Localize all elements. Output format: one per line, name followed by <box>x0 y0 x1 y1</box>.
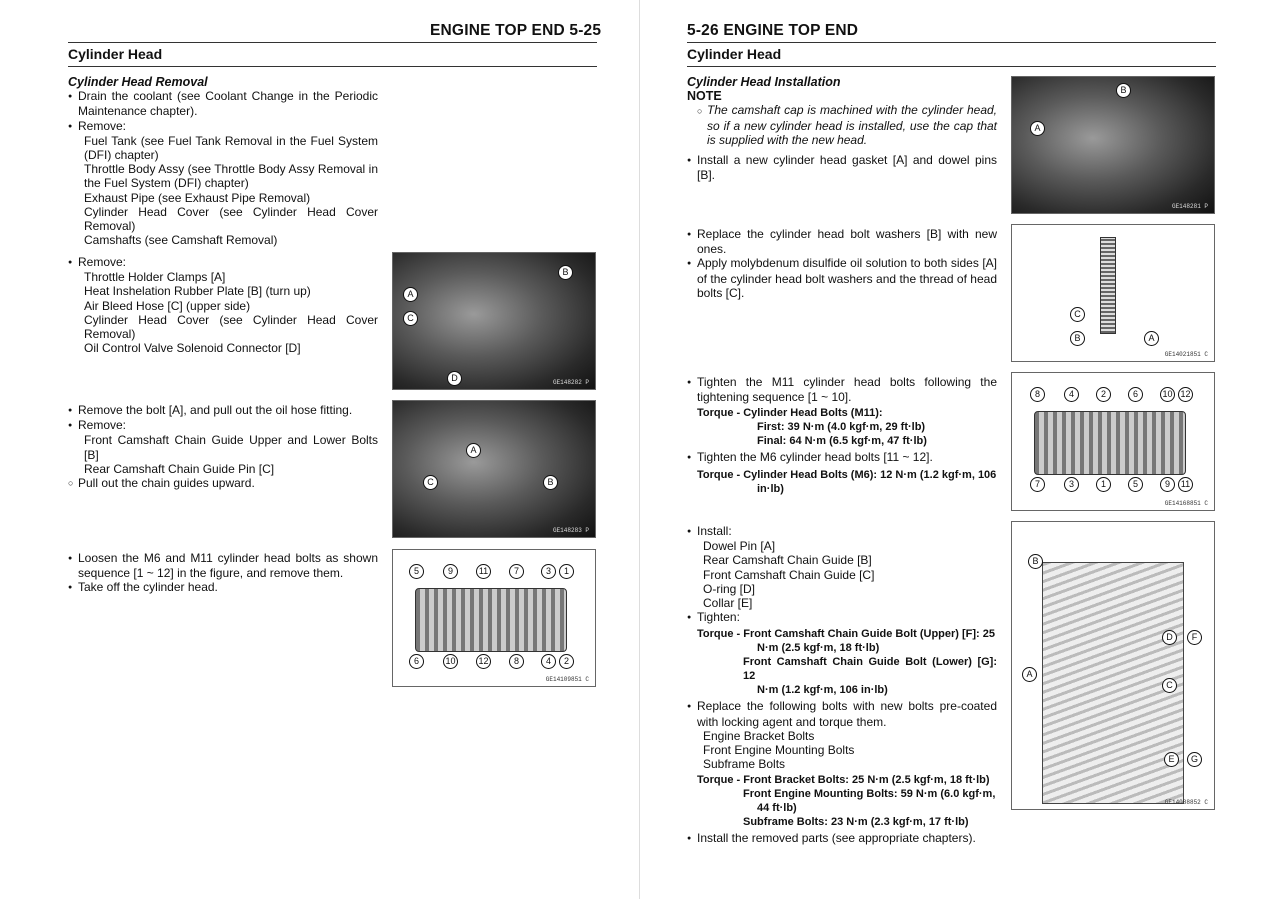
step: ● Install: <box>687 524 997 539</box>
list-item: Front Camshaft Chain Guide [C] <box>703 567 875 582</box>
left-section-title: Cylinder Head <box>68 46 163 62</box>
list-item: Rear Camshaft Chain Guide [B] <box>703 553 872 568</box>
list-item: Cylinder Head Cover (see Cylinder Head Cover Removal) <box>84 312 378 342</box>
note-text: ○ The camshaft cap is machined with the cylinder head, so if a new cylinder head is installed, use the cap that is supplied with the new head. <box>687 103 997 147</box>
list-item: O-ring [D] <box>703 581 756 596</box>
torque-spec <box>687 627 997 697</box>
list-item: Throttle Holder Clamps [A] <box>84 270 226 285</box>
callout: A <box>1022 667 1037 682</box>
torque-spec <box>687 406 997 448</box>
figure-code: GE148282 P <box>552 379 589 386</box>
torque-value: N·m (2.5 kgf·m, 18 ft·lb) <box>757 642 880 655</box>
step: ● Remove: <box>68 418 378 433</box>
figure-code: GE14021851 C <box>1164 351 1208 358</box>
torque-spec <box>687 468 997 496</box>
callout: 10 <box>443 654 458 669</box>
figure-head-bolt <box>1011 224 1215 362</box>
callout: 9 <box>1160 477 1175 492</box>
callout: B <box>1070 331 1085 346</box>
figure-tighten-sequence <box>1011 372 1215 511</box>
step: ● Replace the following bolts with new bolts pre-coated with locking agent and torque them. <box>687 699 997 728</box>
note-step: ○ Pull out the chain guides upward. <box>68 476 378 490</box>
callout: 7 <box>509 564 524 579</box>
callout: C <box>1070 307 1085 322</box>
list-item: Engine Bracket Bolts <box>703 728 815 743</box>
callout: 3 <box>1064 477 1079 492</box>
callout: B <box>543 475 558 490</box>
callout: 5 <box>409 564 424 579</box>
callout: 5 <box>1128 477 1143 492</box>
step: ● Remove the bolt [A], and pull out the oil hose fitting. <box>68 403 378 418</box>
callout: A <box>1030 121 1045 136</box>
torque-value: Final: 64 N·m (6.5 kgf·m, 47 ft·lb) <box>757 435 927 448</box>
step: ● Loosen the M6 and M11 cylinder head bolts as shown sequence [1 ~ 12] in the figure, and remove them. <box>68 551 378 580</box>
step: ● Tighten: <box>687 610 997 625</box>
callout: C <box>403 311 418 326</box>
list-item: Fuel Tank (see Fuel Tank Removal in the Fuel System (DFI) chapter) <box>84 133 378 163</box>
callout: D <box>1162 630 1177 645</box>
callout: 8 <box>1030 387 1045 402</box>
figure-chain-guides <box>1011 521 1215 810</box>
right-section-title: Cylinder Head <box>687 46 782 62</box>
callout: 6 <box>409 654 424 669</box>
list-item: Rear Camshaft Chain Guide Pin [C] <box>84 461 275 476</box>
removal-block-4 <box>68 551 378 596</box>
torque-value: in·lb) <box>757 482 784 495</box>
list-item: Exhaust Pipe (see Exhaust Pipe Removal) <box>84 190 311 205</box>
callout: B <box>1116 83 1131 98</box>
list-item: Throttle Body Assy (see Throttle Body Assy Removal in the Fuel System (DFI) chapter) <box>84 162 378 191</box>
callout: 1 <box>1096 477 1111 492</box>
callout: 8 <box>509 654 524 669</box>
list-item: Front Camshaft Chain Guide Upper and Lower Bolts [B] <box>84 433 378 462</box>
step: ● Replace the cylinder head bolt washers [B] with new ones. <box>687 227 997 256</box>
torque-value: N·m (1.2 kgf·m, 106 in·lb) <box>757 684 888 697</box>
torque-label: Torque - Front Camshaft Chain Guide Bolt (Upper) [F]: 25 <box>697 628 996 641</box>
callout: 4 <box>541 654 556 669</box>
callout: 2 <box>1096 387 1111 402</box>
figure-code: GE14168851 C <box>1164 500 1208 507</box>
torque-value: Subframe Bolts: 23 N·m (2.3 kgf·m, 17 ft·lb) <box>743 816 969 829</box>
callout: 3 <box>541 564 556 579</box>
figure-photo-chain-guide <box>392 400 596 538</box>
callout: D <box>447 371 462 386</box>
callout: 4 <box>1064 387 1079 402</box>
list-item: Air Bleed Hose [C] (upper side) <box>84 298 251 313</box>
callout: 11 <box>1178 477 1193 492</box>
step: ● Take off the cylinder head. <box>68 580 378 595</box>
list-item: Heat Inshelation Rubber Plate [B] (turn up) <box>84 284 311 299</box>
torque-label: Torque - Cylinder Head Bolts (M6): 12 N·m (1.2 kgf·m, 106 <box>697 468 997 481</box>
figure-code: GE14109851 C <box>545 676 589 683</box>
step: ● Tighten the M11 cylinder head bolts following the tightening sequence [1 ~ 10]. <box>687 375 997 404</box>
torque-value: 44 ft·lb) <box>757 802 797 815</box>
step: ● Apply molybdenum disulfide oil solution to both sides [A] of the cylinder head bolt washers and the thread of head bolts [C]. <box>687 256 997 300</box>
list-item: Camshafts (see Camshaft Removal) <box>84 233 278 248</box>
callout: E <box>1164 752 1179 767</box>
callout: 11 <box>476 564 491 579</box>
torque-value: First: 39 N·m (4.0 kgf·m, 29 ft·lb) <box>757 421 926 434</box>
callout: A <box>403 287 418 302</box>
callout: 9 <box>443 564 458 579</box>
torque-value: Front Engine Mounting Bolts: 59 N·m (6.0 kgf·m, <box>743 788 996 801</box>
callout: C <box>1162 678 1177 693</box>
removal-block-3 <box>68 403 378 490</box>
torque-spec <box>687 773 997 829</box>
section-rule <box>687 66 1216 67</box>
removal-block-1 <box>68 75 378 247</box>
install-block-3 <box>687 375 997 498</box>
callout: C <box>423 475 438 490</box>
figure-loosen-sequence <box>392 549 596 687</box>
header-rule <box>68 42 597 43</box>
torque-label: Torque - Cylinder Head Bolts (M11): <box>697 407 883 420</box>
subsection-title: Cylinder Head Removal <box>68 75 208 89</box>
callout: 2 <box>559 654 574 669</box>
bolt-drawing <box>1100 237 1116 334</box>
step: ● Install a new cylinder head gasket [A] and dowel pins [B]. <box>687 153 997 182</box>
header-rule <box>687 42 1216 43</box>
callout: G <box>1187 752 1202 767</box>
list-item: Cylinder Head Cover (see Cylinder Head Cover Removal) <box>84 204 378 234</box>
figure-code: GE148283 P <box>552 527 589 534</box>
page-gutter <box>639 0 640 899</box>
callout: 6 <box>1128 387 1143 402</box>
callout: F <box>1187 630 1202 645</box>
callout: B <box>558 265 573 280</box>
list-item: Subframe Bolts <box>703 757 786 772</box>
callout: A <box>1144 331 1159 346</box>
install-block-4 <box>687 524 997 847</box>
left-page-header: ENGINE TOP END 5-25 <box>430 22 602 39</box>
callout: 12 <box>476 654 491 669</box>
torque-label: Front Camshaft Chain Guide Bolt (Lower) [G]: 12 <box>743 656 997 683</box>
step: ● Remove: <box>68 255 378 270</box>
figure-code: GE14088852 C <box>1164 799 1208 806</box>
callout: B <box>1028 554 1043 569</box>
callout: A <box>466 443 481 458</box>
step: ● Install the removed parts (see appropriate chapters). <box>687 831 997 846</box>
step: ● Tighten the M6 cylinder head bolts [11 ~ 12]. <box>687 450 997 465</box>
callout: 10 <box>1160 387 1175 402</box>
step: ● Drain the coolant (see Coolant Change in the Periodic Maintenance chapter). <box>68 89 378 118</box>
torque-label: Torque - Front Bracket Bolts: 25 N·m (2.5 kgf·m, 18 ft·lb) <box>697 774 990 787</box>
install-block-1 <box>687 75 997 182</box>
install-block-2 <box>687 227 997 300</box>
cylinder-head-drawing <box>415 588 567 652</box>
callout: 12 <box>1178 387 1193 402</box>
list-item: Oil Control Valve Solenoid Connector [D] <box>84 341 301 356</box>
removal-block-2 <box>68 255 378 355</box>
section-rule <box>68 66 597 67</box>
list-item: Front Engine Mounting Bolts <box>703 743 855 758</box>
right-page-header: 5-26 ENGINE TOP END <box>687 22 859 39</box>
figure-photo-gasket <box>1011 76 1215 214</box>
step: ● Remove: <box>68 119 378 134</box>
figure-code: GE148281 P <box>1171 203 1208 210</box>
subsection-title: Cylinder Head Installation <box>687 75 841 89</box>
figure-photo-head-cover <box>392 252 596 390</box>
list-item: Collar [E] <box>703 596 753 611</box>
list-item: Dowel Pin [A] <box>703 539 776 554</box>
callout: 7 <box>1030 477 1045 492</box>
cylinder-head-drawing <box>1034 411 1186 475</box>
note-title: NOTE <box>687 89 722 104</box>
callout: 1 <box>559 564 574 579</box>
